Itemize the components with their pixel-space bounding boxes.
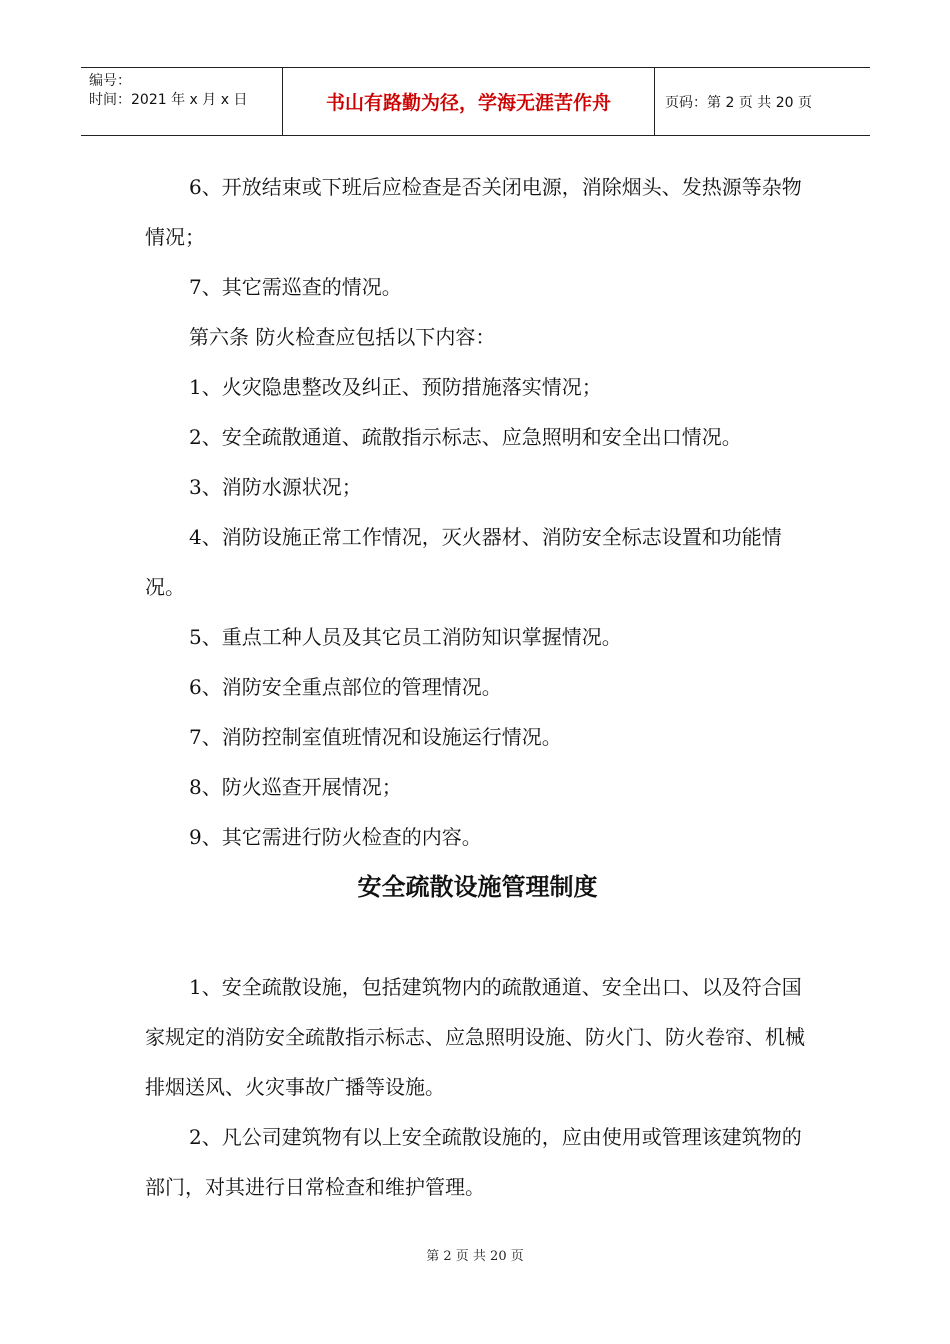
paragraph: 4、消防设施正常工作情况，灭火器材、消防安全标志设置和功能情况。 [145, 525, 782, 599]
paragraph: 1、火灾隐患整改及纠正、预防措施落实情况； [189, 375, 602, 399]
paragraph: 7、消防控制室值班情况和设施运行情况。 [189, 725, 562, 749]
paragraph: 6、消防安全重点部位的管理情况。 [189, 675, 502, 699]
paragraph: 2、凡公司建筑物有以上安全疏散设施的，应由使用或管理该建筑物的部门，对其进行日常检查和维护管理。 [145, 1125, 802, 1199]
paragraph: 7、其它需巡查的情况。 [189, 275, 402, 299]
paragraph: 8、防火巡查开展情况； [189, 775, 402, 799]
paragraph: 3、消防水源状况； [189, 475, 362, 499]
document-date-label: 时间：2021 年 x 月 x 日 [89, 92, 248, 108]
page-footer: 第 2 页 共 20 页 [426, 1249, 524, 1264]
paragraph: 2、安全疏散通道、疏散指示标志、应急照明和安全出口情况。 [189, 425, 742, 449]
paragraph: 9、其它需进行防火检查的内容。 [189, 825, 482, 849]
article-heading: 第六条 防火检查应包括以下内容： [189, 325, 496, 349]
section-title: 安全疏散设施管理制度 [357, 873, 598, 901]
document-number-label: 编号： [89, 73, 131, 89]
header-motto: 书山有路勤为径，学海无涯苦作舟 [283, 68, 655, 135]
paragraph: 6、开放结束或下班后应检查是否关闭电源，消除烟头、发热源等杂物情况； [145, 175, 802, 249]
header-table [81, 67, 870, 136]
header-page-number: 页码：第 2 页 共 20 页 [665, 94, 812, 111]
document-body [145, 162, 810, 1212]
paragraph: 5、重点工种人员及其它员工消防知识掌握情况。 [189, 625, 622, 649]
header-meta [81, 68, 283, 135]
paragraph: 1、安全疏散设施，包括建筑物内的疏散通道、安全出口、以及符合国家规定的消防安全疏散指示标志、应急照明设施、防火门、防火卷帘、机械排烟送风、火灾事故广播等设施。 [145, 975, 805, 1099]
